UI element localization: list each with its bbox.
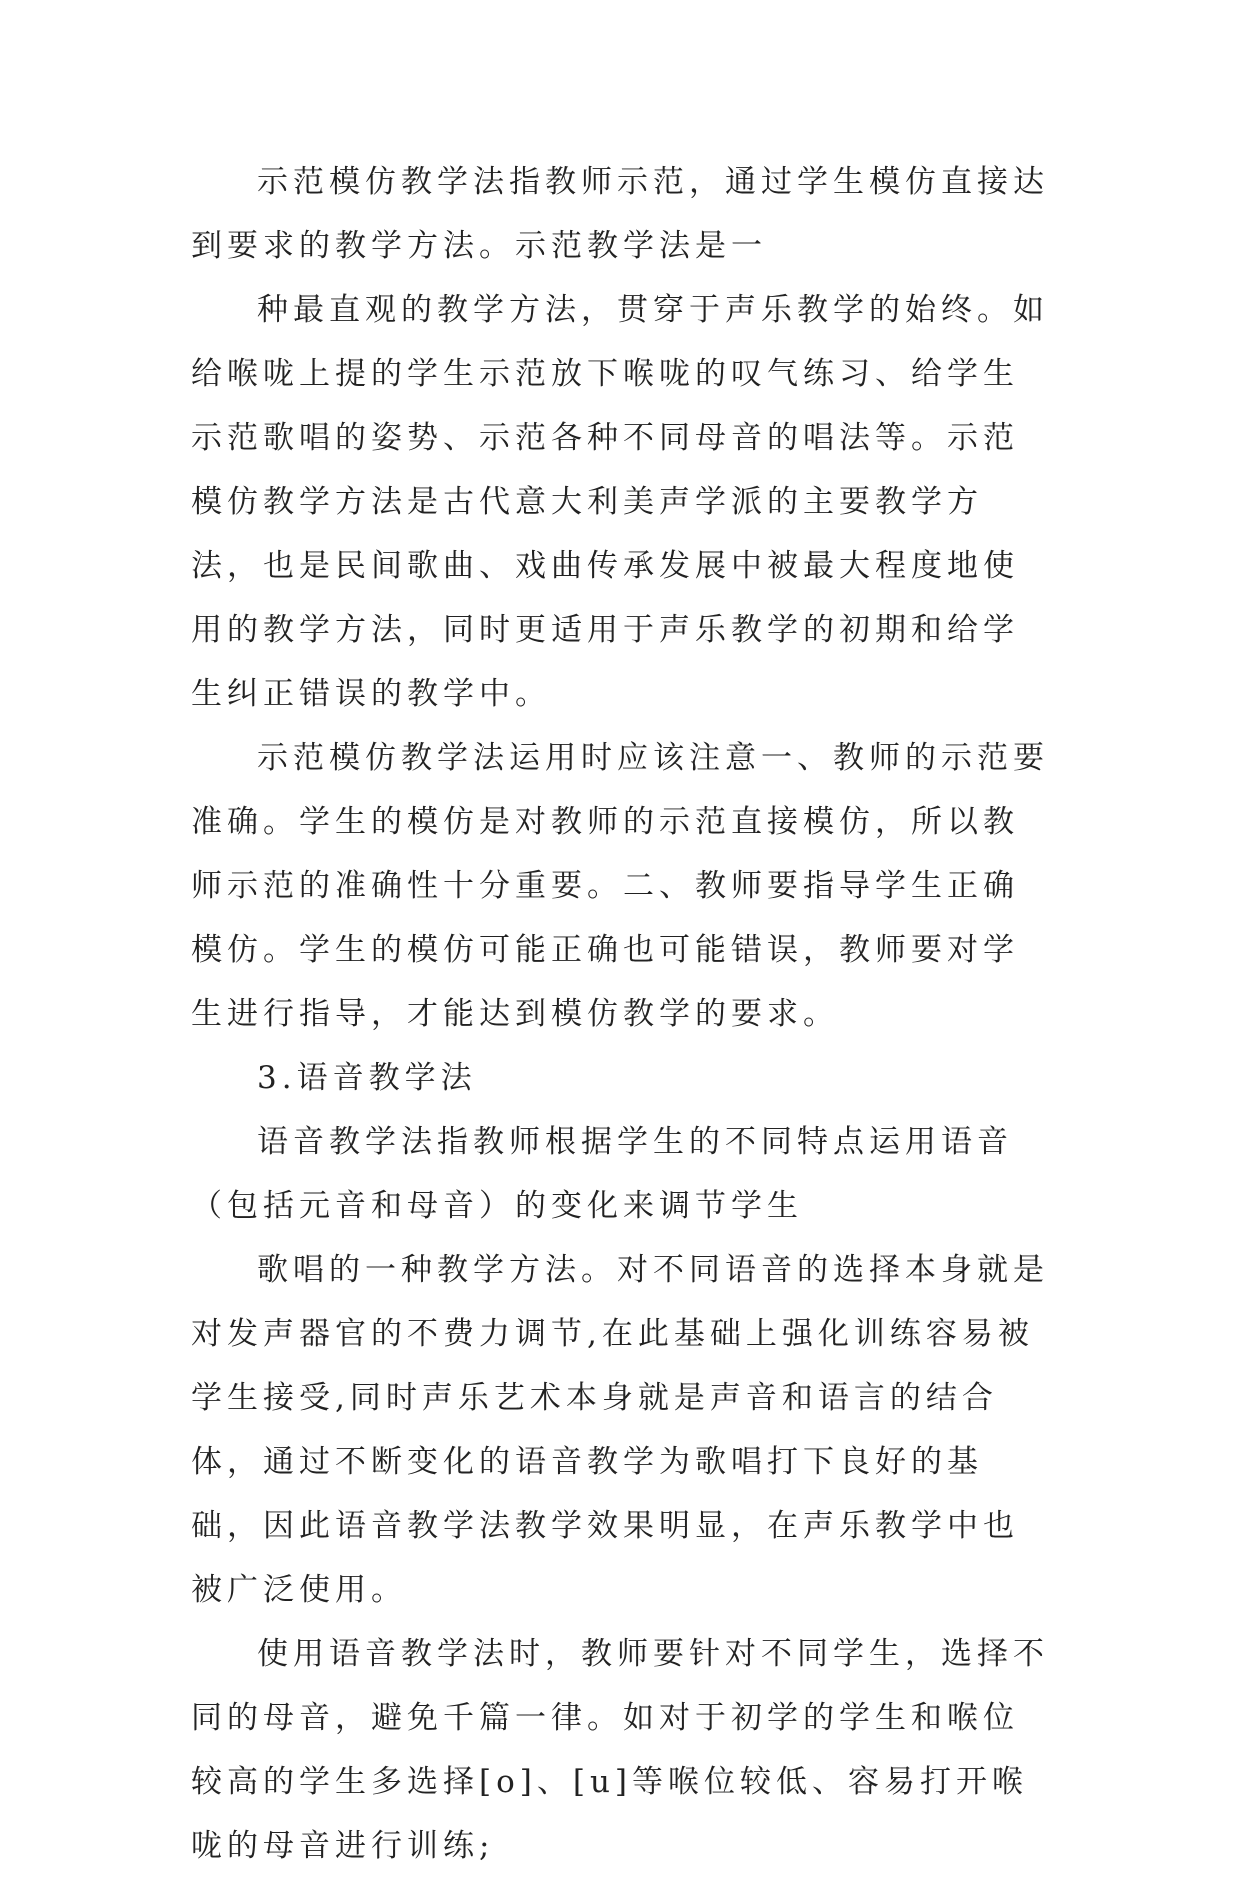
document-body: [191, 150, 1051, 1878]
paragraph: 语音教学法指教师根据学生的不同特点运用语音（包括元音和母音）的变化来调节学生: [191, 1124, 1013, 1224]
paragraph: 种最直观的教学方法，贯穿于声乐教学的始终。如给喉咙上提的学生示范放下喉咙的叹气练习、给学生示范歌唱的姿势、示范各种不同母音的唱法等。示范模仿教学方法是古代意大利美声学派的主要教学方法，也是民间歌曲、戏曲传承发展中被最大程度地使用的教学方法，同时更适用于声乐教学的初期和给学生纠正错误的教学中。: [191, 292, 1049, 712]
section-heading: 3.语音教学法: [257, 1060, 477, 1096]
paragraph: 示范模仿教学法指教师示范，通过学生模仿直接达到要求的教学方法。示范教学法是一: [191, 164, 1049, 264]
paragraph: 示范模仿教学法运用时应该注意一、教师的示范要准确。学生的模仿是对教师的示范直接模仿，所以教师示范的准确性十分重要。二、教师要指导学生正确模仿。学生的模仿可能正确也可能错误，教师要对学生进行指导，才能达到模仿教学的要求。: [191, 740, 1049, 1032]
paragraph: 使用语音教学法时，教师要针对不同学生，选择不同的母音，避免千篇一律。如对于初学的学生和喉位较高的学生多选择[o]、[u]等喉位较低、容易打开喉咙的母音进行训练;: [191, 1636, 1049, 1864]
paragraph: 歌唱的一种教学方法。对不同语音的选择本身就是对发声器官的不费力调节,在此基础上强化训练容易被学生接受,同时声乐艺术本身就是声音和语言的结合体，通过不断变化的语音教学为歌唱打下良好的基础，因此语音教学法教学效果明显，在声乐教学中也被广泛使用。: [191, 1252, 1049, 1608]
